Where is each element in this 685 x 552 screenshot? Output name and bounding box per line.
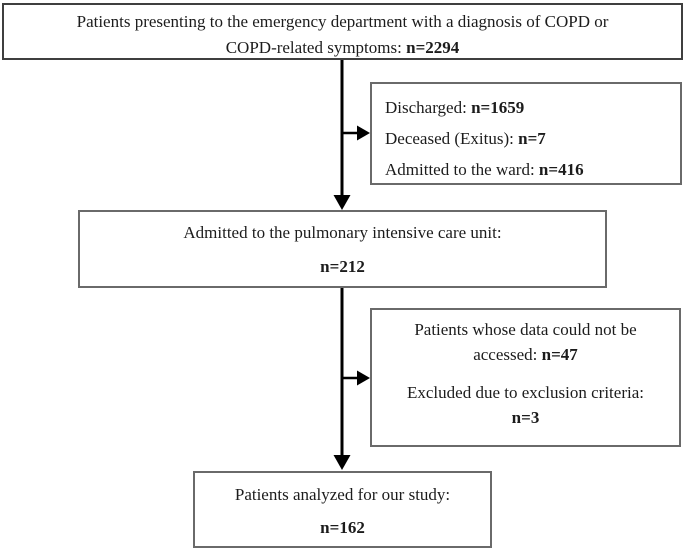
ed-count: n=2294 bbox=[406, 38, 460, 57]
arrow-branch-to-excluded-icon bbox=[341, 371, 370, 386]
box-disposition bbox=[370, 82, 682, 185]
ward-count: n=416 bbox=[538, 160, 584, 179]
ward-line: Admitted to the ward: n=416 bbox=[385, 160, 584, 179]
icu-count: n=212 bbox=[320, 257, 365, 276]
discharged-line: Discharged: n=1659 bbox=[385, 98, 525, 117]
analyzed-label: Patients analyzed for our study: bbox=[234, 485, 451, 504]
exclusion-count: n=3 bbox=[511, 408, 540, 427]
data-not-accessed-line-1: Patients whose data could not be bbox=[414, 320, 637, 339]
data-not-accessed-line-2: accessed: n=47 bbox=[473, 345, 578, 364]
icu-label: Admitted to the pulmonary intensive care unit: bbox=[183, 223, 502, 242]
box-excluded bbox=[370, 308, 681, 447]
deceased-count: n=7 bbox=[518, 129, 546, 148]
box-ed-line-2: COPD-related symptoms: n=2294 bbox=[225, 38, 460, 57]
not-accessed-count: n=47 bbox=[541, 345, 578, 364]
icu-count-line bbox=[80, 254, 605, 280]
arrow-branch-to-disposition-icon bbox=[341, 126, 370, 141]
box-icu-admission bbox=[78, 210, 607, 288]
analyzed-count-line bbox=[195, 515, 490, 540]
exclusion-criteria-line: Excluded due to exclusion criteria: bbox=[407, 383, 644, 402]
deceased-line: Deceased (Exitus): n=7 bbox=[385, 129, 546, 148]
box-ed-presentation bbox=[2, 3, 683, 60]
arrow-ed-to-icu-icon bbox=[334, 60, 351, 210]
analyzed-count: n=162 bbox=[320, 518, 365, 537]
discharged-count: n=1659 bbox=[471, 98, 525, 117]
box-analyzed bbox=[193, 471, 492, 548]
box-ed-line-1: Patients presenting to the emergency department with a diagnosis of COPD or bbox=[76, 12, 609, 31]
exclusion-count-line bbox=[372, 405, 679, 430]
